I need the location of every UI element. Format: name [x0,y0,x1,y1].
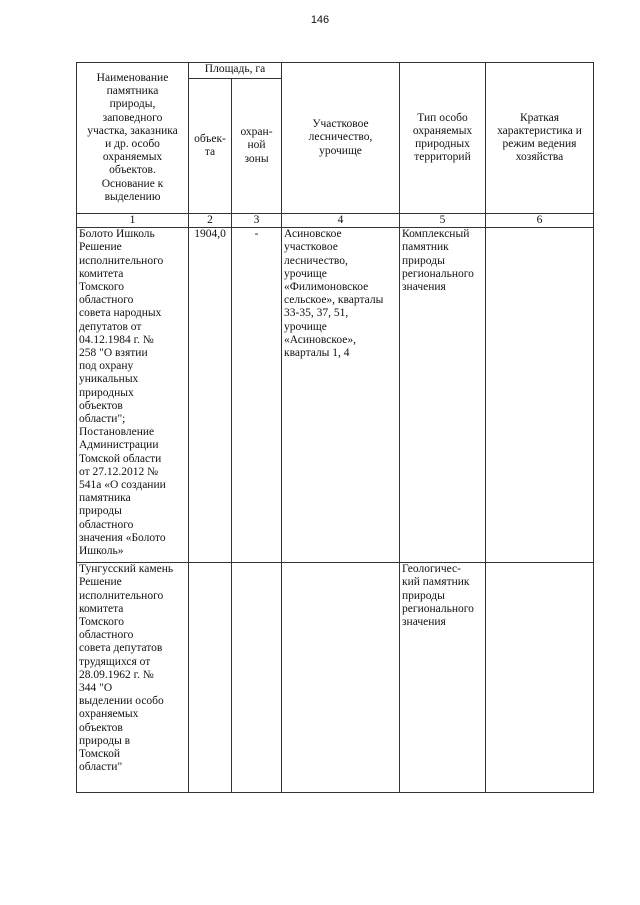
row-type: Геологичес- кий памятник природы регионального значения [400,563,486,793]
row-forestry: Асиновское участковое лесничество, урочище «Филимоновское сельское», кварталы 33-35, 37, 51, урочище «Асиновское», кварталы 1, 4 [282,228,400,563]
column-number: 4 [282,214,400,228]
header-forestry: Участковое лесничество, урочище [282,63,400,214]
row-area-object: 1904,0 [189,228,232,563]
row-characteristic [486,228,594,563]
header-name: Наименование памятника природы, заповедного участка, заказника и др. особо охраняемых объектов. Основание к выделению [77,63,189,214]
protected-areas-table [76,62,594,793]
page-number: 146 [310,14,330,26]
column-number: 1 [77,214,189,228]
column-number: 3 [232,214,282,228]
header-characteristic: Краткая характеристика и режим ведения хозяйства [486,63,594,214]
table-row [77,228,594,563]
row-area-zone: - [232,228,282,563]
row-forestry [282,563,400,793]
table-row [77,563,594,793]
header-type: Тип особо охраняемых природных территорий [400,63,486,214]
row-name: Тунгусский камень Решение исполнительного комитета Томского областного совета депутатов трудящихся от 28.09.1962 г. № 344 "О выделении особо охраняемых объектов природы в Томской области" [77,563,189,793]
column-number: 6 [486,214,594,228]
header-area-zone: охран- ной зоны [232,79,282,214]
column-number: 2 [189,214,232,228]
header-area-group: Площадь, га [189,63,282,79]
row-area-zone [232,563,282,793]
row-name: Болото Ишколь Решение исполнительного комитета Томского областного совета народных депутатов от 04.12.1984 г. № 258 "О взятии под охрану уникальных природных объектов области"; Постановление Администрации Томской области от 27.12.2012 № 541а «О создании памятника природы областного значения «Болото Ишколь» [77,228,189,563]
column-number-row [77,214,594,228]
column-number: 5 [400,214,486,228]
row-area-object [189,563,232,793]
header-area-object: объек- та [189,79,232,214]
row-characteristic [486,563,594,793]
row-type: Комплексный памятник природы регионального значения [400,228,486,563]
